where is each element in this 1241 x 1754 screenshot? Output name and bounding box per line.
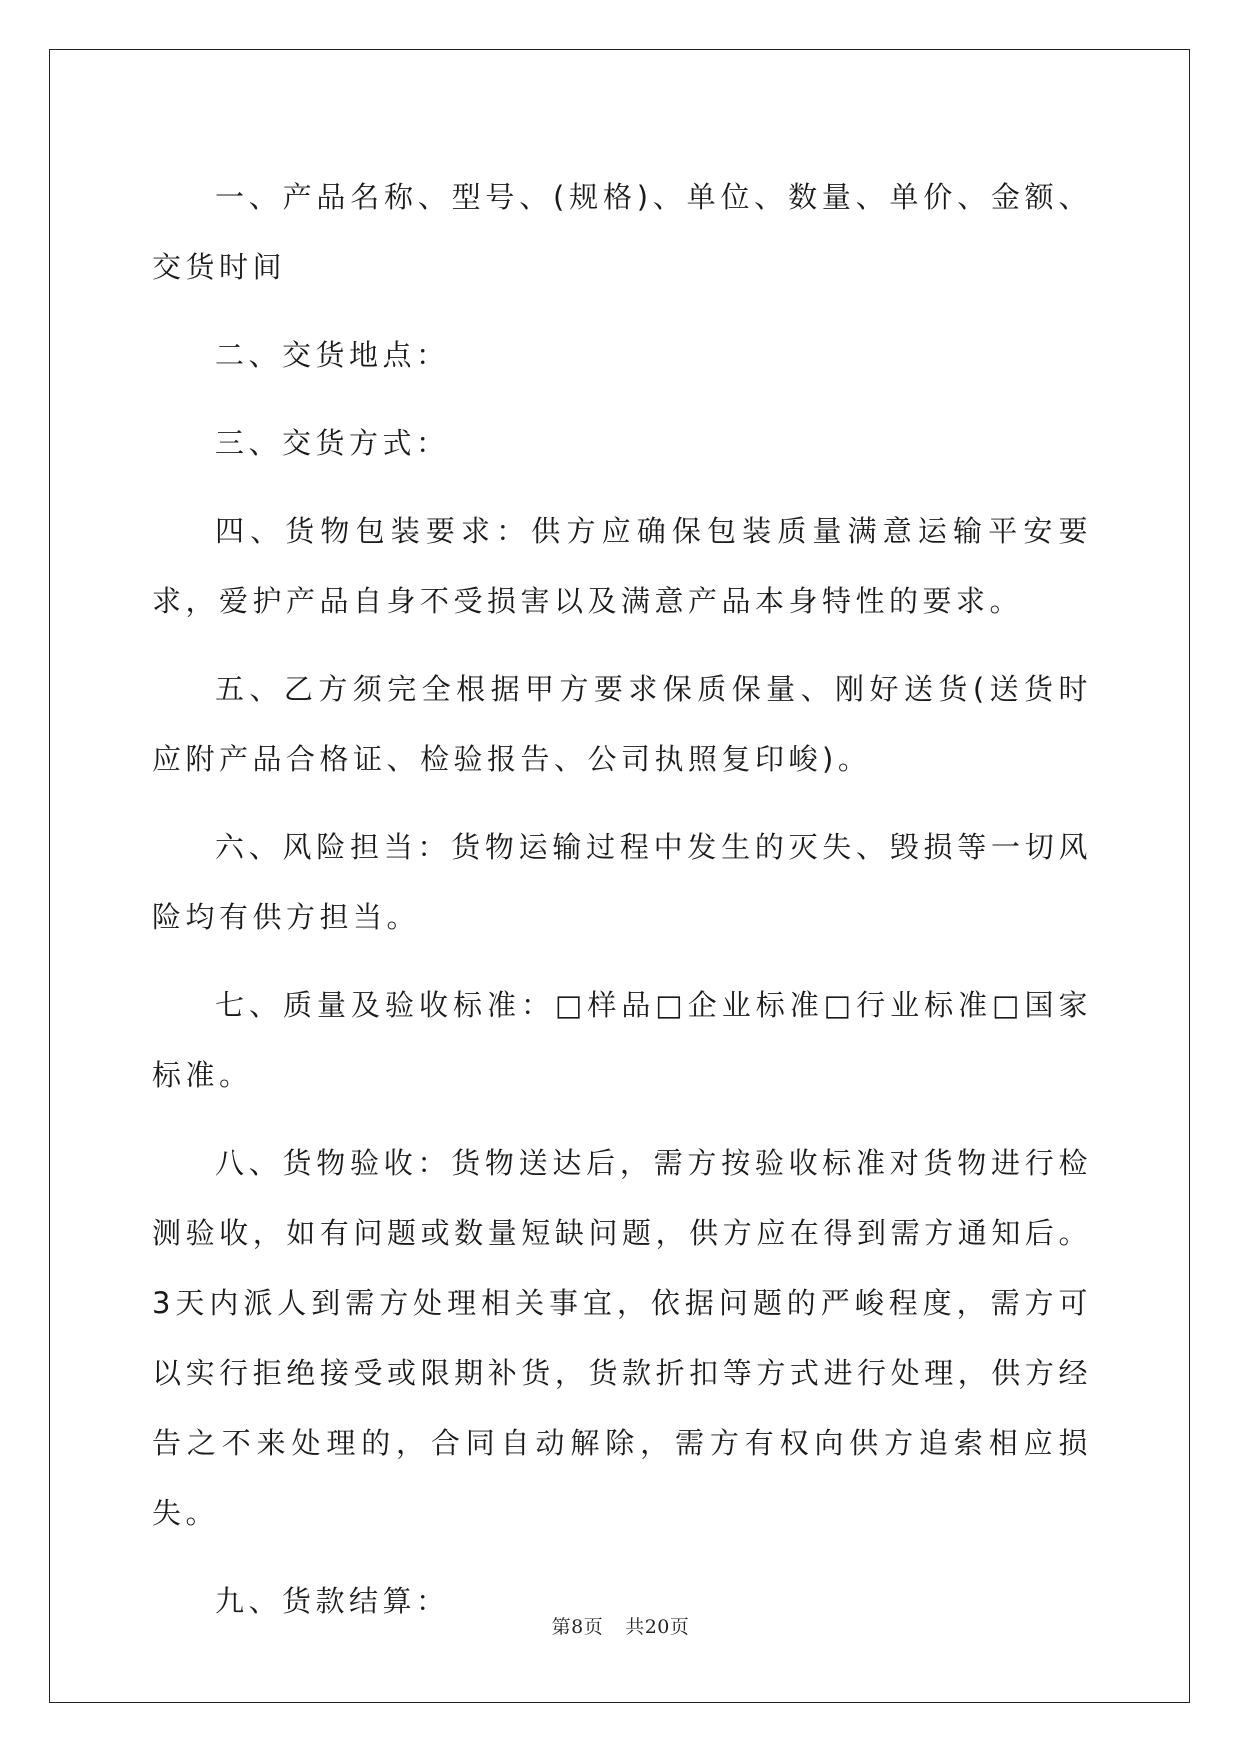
clause-4-packaging: 四、货物包装要求：供方应确保包装质量满意运输平安要求，爱护产品自身不受损害以及满意产品本身特性的要求。 bbox=[152, 514, 1092, 618]
document-body bbox=[152, 162, 1092, 1654]
clause-3-delivery-method: 三、交货方式： bbox=[215, 426, 450, 460]
clause-8-acceptance: 八、货物验收：货物送达后，需方按验收标准对货物进行检测验收，如有问题或数量短缺问题，供方应在得到需方通知后。3天内派人到需方处理相关事宜，依据问题的严峻程度，需方可以实行拒绝接受或限期补货，货款折扣等方式进行处理，供方经告之不来处理的，合同自动解除，需方有权向供方追索相应损失。 bbox=[152, 1146, 1092, 1530]
clause-7-quality-standards: 七、质量及验收标准：□样品□企业标准□行业标准□国家标准。 bbox=[152, 988, 1092, 1092]
clause-5-supply-requirements: 五、乙方须完全根据甲方要求保质保量、刚好送货(送货时应附产品合格证、检验报告、公司执照复印峻)。 bbox=[152, 672, 1092, 776]
clause-1-product-info: 一、产品名称、型号、(规格)、单位、数量、单价、金额、交货时间 bbox=[152, 180, 1092, 284]
page-footer bbox=[0, 1612, 1241, 1639]
clause-6-risk: 六、风险担当：货物运输过程中发生的灭失、毁损等一切风险均有供方担当。 bbox=[152, 830, 1092, 934]
current-page-number: 第8页 bbox=[551, 1616, 604, 1638]
clause-9-payment: 九、货款结算： bbox=[215, 1584, 450, 1618]
clause-2-delivery-location: 二、交货地点： bbox=[215, 338, 450, 372]
total-pages: 共20页 bbox=[625, 1616, 690, 1638]
